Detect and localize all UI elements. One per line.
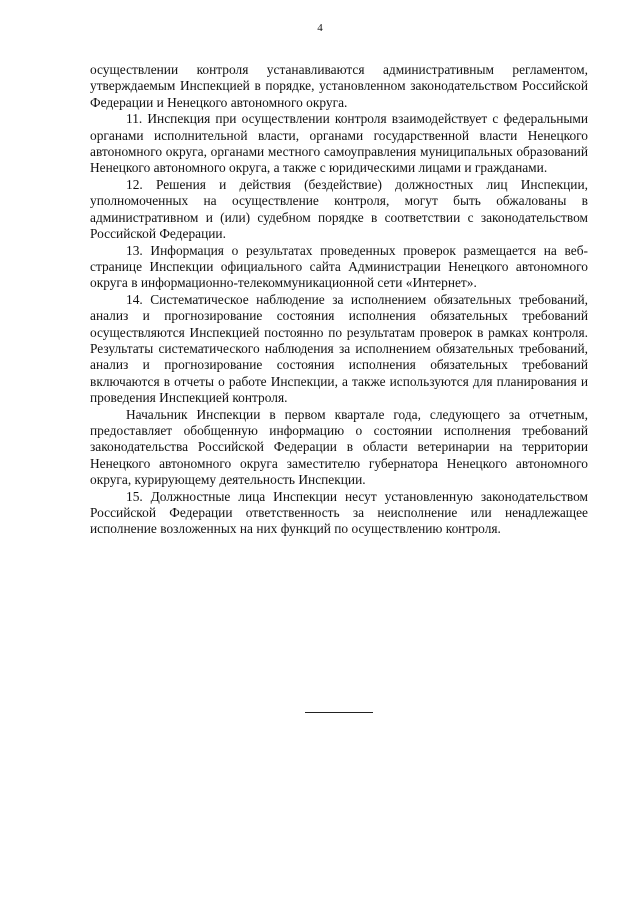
paragraph-14: 14. Систематическое наблюдение за исполнением обязательных требований, анализ и прогнозирование состояния исполнения обязательных требований осуществляются Инспекцией постоянно по результатам проверок в рамках контроля. Результаты систематического наблюдения за исполнением обязательных требований, анализ и прогнозирование состояния исполнения обязательных требований включаются в отчеты о работе Инспекции, а также используются для планирования и проведения Инспекцией контроля. bbox=[90, 292, 588, 405]
paragraph-15: 15. Должностные лица Инспекции несут установленную законодательством Российской Федерации ответственность за неисполнение или ненадлежащее исполнение возложенных на них функций по осуществлению контроля. bbox=[90, 488, 588, 537]
closing-rule bbox=[305, 712, 373, 713]
paragraph-11: 11. Инспекция при осуществлении контроля взаимодействует с федеральными органами исполнительной власти, органами государственной власти Ненецкого автономного округа, органами местного самоуправления муниципальных образований Ненецкого автономного округа, а также с юридическими лицами и гражданами. bbox=[90, 111, 588, 176]
paragraph-14-continued: Начальник Инспекции в первом квартале года, следующего за отчетным, предоставляет обобщенную информацию о состоянии исполнения требований законодательства Российской Федерации в области ветеринарии на территории Ненецкого автономного округа заместителю губернатора Ненецкого автономного округа, курирующему деятельность Инспекции. bbox=[90, 406, 588, 487]
paragraph-continuation: осуществлении контроля устанавливаются административным регламентом, утверждаемым Инспекцией в порядке, установленном законодательством Российской Федерации и Ненецкого автономного округа. bbox=[90, 62, 588, 110]
paragraph-12: 12. Решения и действия (бездействие) должностных лиц Инспекции, уполномоченных на осуществление контроля, могут быть обжалованы в административном и (или) судебном порядке в соответствии с законодательством Российской Федерации. bbox=[90, 177, 588, 241]
paragraph-13: 13. Информация о результатах проведенных проверок размещается на веб-странице Инспекции официального сайта Администрации Ненецкого автономного округа в информационно-телекоммуникационной сети «Интернет». bbox=[90, 242, 588, 291]
page-number: 4 bbox=[317, 22, 323, 34]
document-body bbox=[90, 62, 588, 538]
